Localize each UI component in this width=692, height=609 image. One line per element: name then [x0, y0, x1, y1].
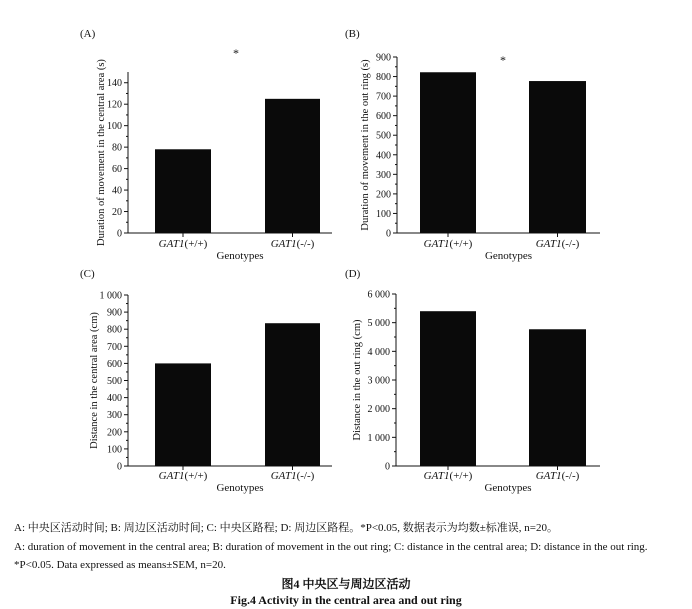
- category-label-2: GAT1(-/-): [270, 238, 315, 250]
- y-tick-label: 600: [107, 358, 122, 370]
- y-tick-label: 80: [112, 142, 122, 154]
- y-tick-label: 0: [117, 228, 122, 240]
- y-tick-label: 1 000: [367, 432, 390, 444]
- y-tick-label: 100: [107, 121, 122, 133]
- y-tick-label: 900: [376, 52, 391, 64]
- y-tick-label: 800: [376, 72, 391, 84]
- y-tick-label: 40: [112, 185, 122, 197]
- y-tick-label: 100: [376, 208, 391, 220]
- y-axis-title: Distance in the out ring (cm): [352, 319, 363, 441]
- y-tick-label: 500: [107, 376, 122, 387]
- caption-line-note: *P<0.05. Data expressed as means±SEM, n=20.: [14, 559, 226, 571]
- y-tick-label: 300: [376, 169, 391, 181]
- figure-title-chinese: 图4 中央区与周边区活动: [281, 577, 411, 591]
- y-tick-label: 800: [107, 324, 122, 336]
- y-axis-title: Duration of movement in the out ring (s): [360, 59, 371, 231]
- category-label-1: GAT1(+/+): [423, 238, 473, 250]
- y-tick-label: 900: [107, 307, 122, 319]
- y-tick-label: 400: [107, 393, 122, 405]
- x-axis-title: Genotypes: [216, 482, 264, 494]
- y-tick-label: 200: [376, 189, 391, 201]
- panel-label: (A): [80, 28, 96, 40]
- significance-marker: *: [233, 46, 239, 60]
- x-axis-title: Genotypes: [484, 250, 533, 262]
- y-tick-label: 0: [385, 461, 390, 473]
- y-tick-label: 120: [107, 99, 122, 111]
- y-tick-label: 20: [112, 207, 122, 219]
- category-label-1: GAT1(+/+): [423, 470, 473, 482]
- category-label-2: GAT1(-/-): [535, 470, 580, 482]
- y-tick-label: 6 000: [367, 289, 390, 301]
- y-tick-label: 0: [386, 228, 391, 240]
- y-tick-label: 1 000: [99, 290, 122, 302]
- y-tick-label: 600: [376, 111, 391, 123]
- y-tick-label: 300: [107, 410, 122, 422]
- y-tick-label: 400: [376, 150, 391, 162]
- panel-label: (C): [80, 268, 95, 280]
- category-label-2: GAT1(-/-): [535, 238, 580, 250]
- y-tick-label: 100: [107, 444, 122, 456]
- caption-line-english: A: duration of movement in the central area; B: duration of movement in the out ring; C: distance in the central area; D: distance in the out ring.: [14, 541, 648, 553]
- y-tick-label: 2 000: [367, 404, 390, 416]
- panel-label: (D): [345, 268, 361, 280]
- bar-2: [529, 329, 586, 466]
- category-label-1: GAT1(+/+): [158, 470, 208, 482]
- y-tick-label: 60: [112, 164, 122, 176]
- y-tick-label: 500: [376, 130, 391, 142]
- bar-1: [420, 311, 476, 466]
- y-axis-title: Distance in the central area (cm): [89, 312, 100, 449]
- x-axis-title: Genotypes: [216, 250, 264, 262]
- y-tick-label: 5 000: [367, 318, 390, 330]
- category-label-2: GAT1(-/-): [270, 470, 315, 482]
- y-tick-label: 140: [107, 78, 122, 90]
- y-axis-title: Duration of movement in the central area (s): [96, 59, 107, 246]
- y-tick-label: 0: [117, 461, 122, 473]
- caption-line-chinese: A: 中央区活动时间; B: 周边区活动时间; C: 中央区路程; D: 周边区路程。*P<0.05, 数据表示为均数±标准误, n=20。: [14, 522, 559, 534]
- y-tick-label: 3 000: [367, 375, 390, 387]
- x-axis-title: Genotypes: [484, 482, 532, 494]
- figure-title-english: Fig.4 Activity in the central area and out ring: [230, 593, 462, 607]
- significance-marker: *: [500, 53, 506, 67]
- y-tick-label: 4 000: [367, 346, 390, 358]
- category-label-1: GAT1(+/+): [158, 238, 208, 250]
- panel-label: (B): [345, 28, 360, 40]
- y-tick-label: 700: [107, 341, 122, 353]
- y-tick-label: 200: [107, 427, 122, 439]
- y-tick-label: 700: [376, 91, 391, 103]
